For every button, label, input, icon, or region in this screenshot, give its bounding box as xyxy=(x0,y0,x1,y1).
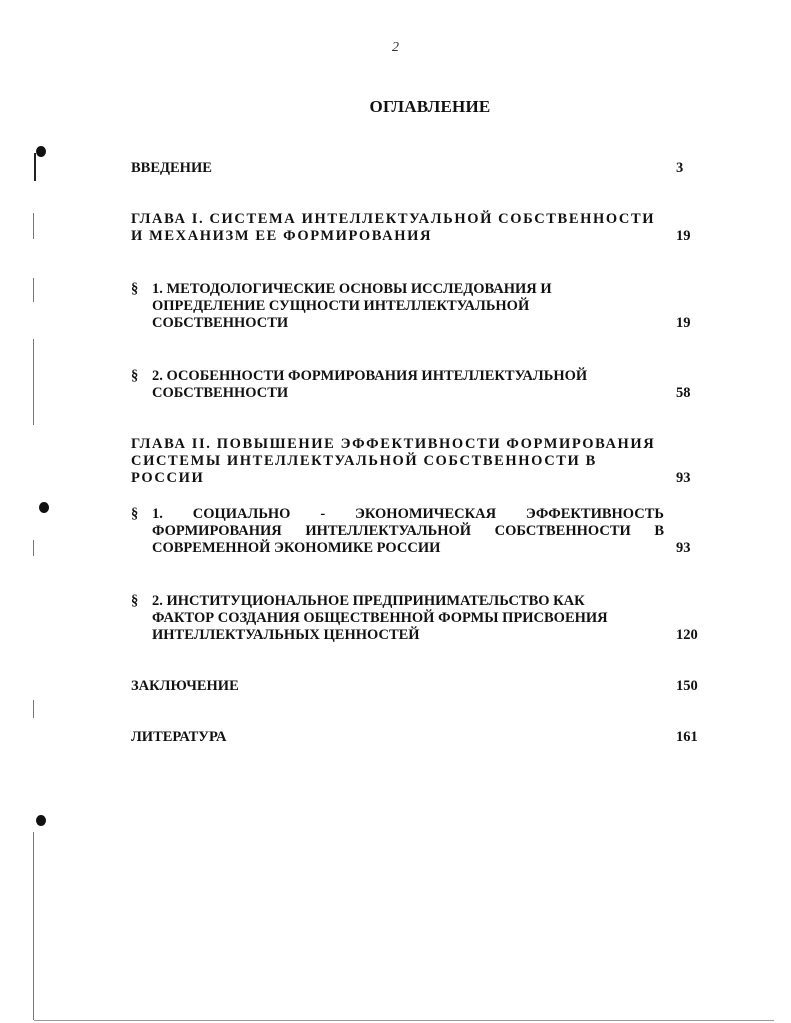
margin-line xyxy=(33,339,34,425)
toc-page-number: 19 xyxy=(676,315,691,331)
binding-hole-bottom xyxy=(36,815,46,826)
toc-entry-chapter-1-section-2[interactable] xyxy=(131,368,702,402)
toc-page-number: 93 xyxy=(676,540,691,556)
section-sign: § xyxy=(131,368,139,384)
toc-entry-line: ФОРМИРОВАНИЯ ИНТЕЛЛЕКТУАЛЬНОЙ СОБСТВЕННОСТИ В xyxy=(152,523,664,539)
toc-entry-literature[interactable] xyxy=(131,729,711,746)
toc-entry-text: ЗАКЛЮЧЕНИЕ xyxy=(131,678,239,694)
margin-line xyxy=(33,213,34,239)
toc-entry-line: 1. СОЦИАЛЬНО - ЭКОНОМИЧЕСКАЯ ЭФФЕКТИВНОСТЬ xyxy=(152,506,664,522)
toc-entry-chapter-2-section-1[interactable] xyxy=(131,506,702,557)
toc-entry-chapter-2-section-2[interactable] xyxy=(131,593,712,644)
toc-entry-conclusion[interactable] xyxy=(131,678,711,695)
toc-entry-chapter-1-section-1[interactable] xyxy=(131,281,702,332)
margin-mark xyxy=(34,153,36,181)
toc-entry-text: 2. ОСОБЕННОСТИ ФОРМИРОВАНИЯ ИНТЕЛЛЕКТУАЛЬНОЙ СОБСТВЕННОСТИ xyxy=(152,368,588,401)
toc-entry-text xyxy=(152,506,664,557)
toc-entry-introduction[interactable] xyxy=(131,160,691,177)
toc-entry-text: ГЛАВА II. ПОВЫШЕНИЕ ЭФФЕКТИВНОСТИ ФОРМИРОВАНИЯ СИСТЕМЫ ИНТЕЛЛЕКТУАЛЬНОЙ СОБСТВЕННОСТИ В РОССИИ xyxy=(131,436,656,486)
toc-page-number: 120 xyxy=(676,627,698,643)
section-sign: § xyxy=(131,281,139,297)
toc-page-number: 161 xyxy=(676,729,698,745)
toc-entry-text: ЛИТЕРАТУРА xyxy=(131,729,227,745)
toc-entry-text: 1. МЕТОДОЛОГИЧЕСКИЕ ОСНОВЫ ИССЛЕДОВАНИЯ И ОПРЕДЕЛЕНИЕ СУЩНОСТИ ИНТЕЛЛЕКТУАЛЬНОЙ СОБСТВЕННОСТИ xyxy=(152,281,552,331)
toc-page-number: 150 xyxy=(676,678,698,694)
margin-line xyxy=(33,832,34,1020)
page-number: 2 xyxy=(392,40,399,55)
section-sign: § xyxy=(131,506,139,522)
binding-hole-middle xyxy=(39,502,49,513)
margin-line xyxy=(33,540,34,556)
toc-page-number: 19 xyxy=(676,228,691,244)
toc-entry-text: ГЛАВА I. СИСТЕМА ИНТЕЛЛЕКТУАЛЬНОЙ СОБСТВЕННОСТИ И МЕХАНИЗМ ЕЕ ФОРМИРОВАНИЯ xyxy=(131,211,656,244)
toc-page-number: 93 xyxy=(676,470,691,486)
margin-line xyxy=(33,700,34,718)
toc-entry-chapter-2[interactable] xyxy=(131,436,701,487)
toc-entry-text: 2. ИНСТИТУЦИОНАЛЬНОЕ ПРЕДПРИНИМАТЕЛЬСТВО КАК ФАКТОР СОЗДАНИЯ ОБЩЕСТВЕННОЙ ФОРМЫ ПРИСВОЕНИЯ ИНТЕЛЛЕКТУАЛЬНЫХ ЦЕННОСТЕЙ xyxy=(152,593,608,643)
binding-hole-top xyxy=(36,146,46,157)
toc-entry-line: СОВРЕМЕННОЙ ЭКОНОМИКЕ РОССИИ xyxy=(152,540,441,556)
toc-page-number: 58 xyxy=(676,385,691,401)
toc-page-number: 3 xyxy=(676,160,684,176)
toc-entry-chapter-1[interactable] xyxy=(131,211,701,245)
section-sign: § xyxy=(131,593,139,609)
bottom-edge-line xyxy=(34,1020,774,1021)
toc-entry-text: ВВЕДЕНИЕ xyxy=(131,160,212,176)
toc-title: ОГЛАВЛЕНИЕ xyxy=(369,97,491,116)
margin-line xyxy=(33,278,34,302)
